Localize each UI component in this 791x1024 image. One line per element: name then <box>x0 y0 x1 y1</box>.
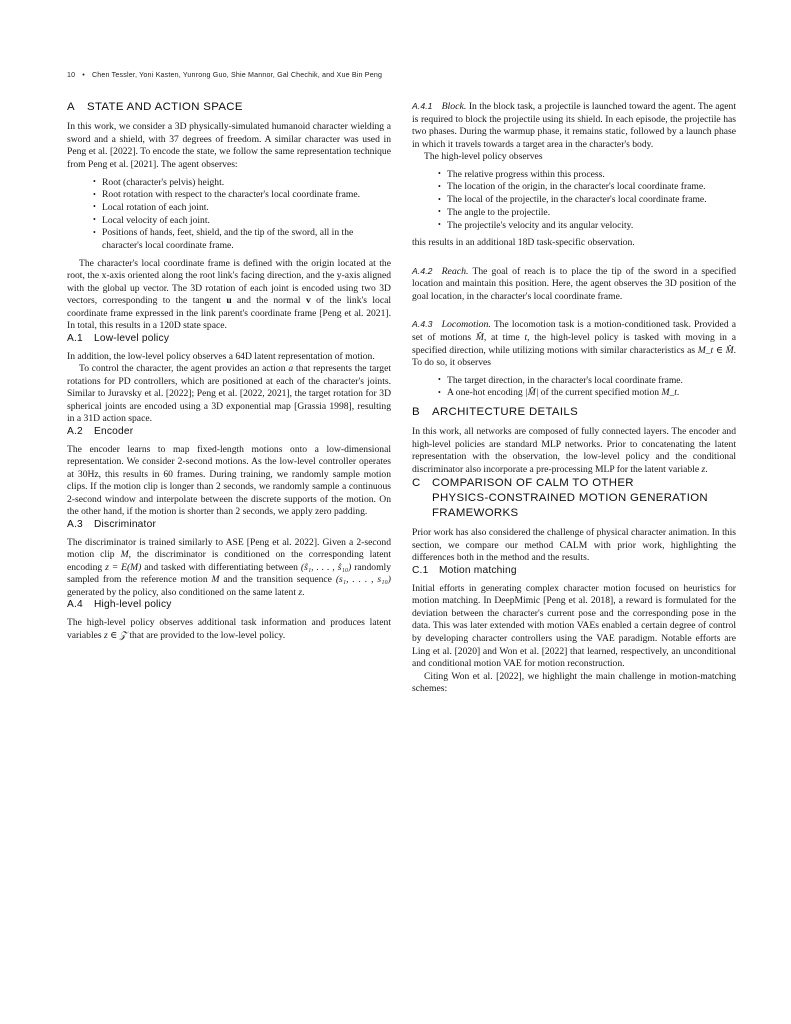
transition-sequence: (s₁, . . . , s₁₀) <box>335 574 391 586</box>
a3-p1-part-1: The discriminator is trained similarly to ASE [Peng et al. 2022]. Given a 2-second motion clip <box>67 536 391 561</box>
section-a4-title: High-level policy <box>94 599 172 611</box>
motion-membership-expression: M_t ∈ M̂ <box>697 344 734 356</box>
section-b-title: ARCHITECTURE DETAILS <box>432 405 579 418</box>
section-a2-title: Encoder <box>94 425 134 437</box>
time-variable-t: t <box>524 331 528 343</box>
right-column <box>412 100 736 696</box>
heading-section-a <box>67 100 391 115</box>
paragraph-2-part-1: The character's local coordinate frame is defined with the origin located at the root, the x-axis oriented along the root link's facing direction, and the y-axis aligned with the global up vector. The 3D rotation of each joint is encoded using two 3D vectors, corresponding to the tangent <box>67 257 391 307</box>
section-a1-paragraph-1: In addition, the low-level policy observes a 64D latent representation of motion. <box>67 350 375 362</box>
section-c1-paragraph-1: Initial efforts in generating complex character motion focused on heuristics for motion matching. In DeepMimic [Peng et al. 2018], a reward is formulated for the deviation between the character's current pose and the corresponding pose in the data. This was later extended with motion VAEs enabled a certain degree of control by developing character controllers using the VAE paradigm. Notable efforts are Ling et al. [2020] and Won et al. [2022] that learned, respectively, an unconditional and conditional motion VAE for motion reconstruction. <box>412 582 736 670</box>
a4-p1-part-1: The high-level policy observes additional task information and produces latent variables <box>67 617 391 641</box>
list-item: • Positions of hands, feet, shield, and the tip of the sword, all in the character's local coordinate frame. <box>93 227 391 252</box>
section-a1-title: Low-level policy <box>94 332 170 344</box>
paragraph-2-part-2: and the normal <box>231 295 306 307</box>
section-a-paragraph-1: In this work, we consider a 3D physically-simulated humanoid character wielding a sword and a shield, with 37 degrees of freedom. A similar character was used in Peng et al. [2022]. To encode the state, we follow the same representation technique from Peng et al. [2021]. The agent observes: <box>67 121 391 170</box>
a43-bullet2-part-1: A one-hot encoding <box>447 387 526 399</box>
section-a2-paragraph-1: The encoder learns to map fixed-length motions onto a low-dimensional representation. We consider 2-second motions. As the low-level controller operates at 30Hz, this results in 60 frames. During training, we randomly sample motion clips. If the motion clip is longer than 2 seconds, we randomly sample a continuous 2-second window and interpolate between the discrete supports of the motion. On the other hand, if the motion is shorter than 2 seconds, we apply zero padding. <box>67 443 391 518</box>
section-a43-title: Locomotion. <box>441 319 491 331</box>
a43-part-2: , at time <box>483 331 525 343</box>
section-a2-label: A.2 <box>67 425 83 437</box>
heading-section-a4 <box>67 599 391 612</box>
section-c-label: C <box>412 477 421 490</box>
sampled-states-hat: (ŝ₁, . . . , ŝ₁₀) <box>300 561 352 573</box>
section-a43-observation-list <box>412 375 736 400</box>
b-p1-part-2: . <box>705 463 708 475</box>
heading-section-b <box>412 405 736 420</box>
a1-p2-part-2: that represents the target rotations for PD controllers, which are positioned at each of the character's joints. Similar to Juravsky et al. [2022]; Peng et al. [2022, 2021], the target rotation for 3D spherical joints are encoded using a 3D exponential map [Grassia 1998], resulting in a 31D action space. <box>67 363 391 425</box>
action-variable-a: a <box>288 363 294 375</box>
section-a3-label: A.3 <box>67 518 83 530</box>
latent-encoding-expression: z = E(M) <box>105 561 142 573</box>
section-a-observation-list <box>67 177 391 253</box>
a43-part-1: The locomotion task is a motion-conditioned task. Provided a set of motions <box>412 319 736 343</box>
latent-space-membership: z ∈ 𝒵 <box>104 629 127 641</box>
left-column <box>67 100 391 642</box>
heading-section-a2 <box>67 426 391 439</box>
a43-part-4: . To do so, it observes <box>412 344 736 369</box>
motion-set-Mhat: M̂ <box>475 331 484 343</box>
a3-p1-part-2: , the discriminator is conditioned on the corresponding latent encoding <box>67 549 391 573</box>
list-item: • Local velocity of each joint. <box>93 215 391 228</box>
latent-z: z <box>298 586 303 598</box>
section-a41-observation-list <box>412 169 736 232</box>
list-item: • The relative progress within this process. <box>438 169 736 182</box>
section-a41-number: A.4.1 <box>412 101 433 111</box>
section-c-title-line-1: COMPARISON OF CALM TO OTHER <box>432 477 634 490</box>
list-item: • Local rotation of each joint. <box>93 202 391 215</box>
section-a43-paragraph-1 <box>412 318 736 369</box>
running-header <box>67 71 727 79</box>
heading-section-c <box>412 476 736 520</box>
reference-motion-Mcal: M <box>211 574 220 586</box>
section-a41-title: Block. <box>441 101 467 112</box>
vector-u: u <box>226 295 232 307</box>
section-a1-paragraph-2 <box>67 363 391 426</box>
a3-p1-part-3: and tasked with differentiating between <box>141 561 301 573</box>
section-a42-title: Reach. <box>441 265 469 277</box>
section-a1-label: A.1 <box>67 332 83 344</box>
one-hot-cardinality: |M̂| <box>525 387 539 399</box>
section-c1-paragraph-2: Citing Won et al. [2022], we highlight the main challenge in motion-matching schemes: <box>412 670 736 695</box>
two-column-body <box>0 100 791 980</box>
a4-p1-part-2: that are provided to the low-level policy. <box>126 629 286 641</box>
list-item: • The local of the projectile, in the character's local coordinate frame. <box>438 194 736 207</box>
list-item: • The projectile's velocity and its angular velocity. <box>438 220 736 233</box>
section-c-title-line-2: PHYSICS-CONSTRAINED MOTION GENERATION <box>432 492 709 505</box>
heading-section-c1 <box>412 565 736 578</box>
vector-v: v <box>305 295 311 307</box>
section-a42-paragraph-1 <box>412 265 736 304</box>
list-item: • Root rotation with respect to the character's local coordinate frame. <box>93 189 391 202</box>
list-item <box>438 387 736 400</box>
section-a42-number: A.4.2 <box>412 265 433 276</box>
section-a4-paragraph-1 <box>67 617 391 642</box>
header-separator: • <box>82 71 85 79</box>
paragraph-2-part-3: of the link's local coordinate frame expressed in the link parent's coordinate frame [Peng et al. 2021]. In total, this results in a 120D state space. <box>67 295 391 332</box>
header-authors: Chen Tessler, Yoni Kasten, Yunrong Guo, Shie Mannor, Gal Chechik, and Xue Bin Peng <box>91 71 383 79</box>
a1-p2-part-1: To control the character, the agent provides an action <box>79 363 289 375</box>
list-item: • The location of the origin, in the character's local coordinate frame. <box>438 181 736 194</box>
a43-bullet2-part-3: . <box>676 387 680 399</box>
section-a41-paragraph-2: The high-level policy observes <box>424 151 543 163</box>
a3-p1-part-6: generated by the policy, also conditioned on the same latent <box>67 586 299 598</box>
latent-variable-z: z <box>701 463 706 475</box>
a43-bullet2-part-2: of the current specified motion <box>538 387 662 399</box>
b-p1-part-1: In this work, all networks are composed of fully connected layers. The encoder and high-level policies are standard MLP networks. Prior to concatenating the latent representation with the observation, the low-level policy and the conditional discriminator also incorporate a pre-processing MLP for the latent variable <box>412 426 736 475</box>
section-c1-label: C.1 <box>412 565 429 577</box>
heading-section-a1 <box>67 333 391 346</box>
section-a-title: STATE AND ACTION SPACE <box>87 101 243 113</box>
a41-body: In the block task, a projectile is launched toward the agent. The agent is required to block the projectile using its shield. In each episode, the projectile has two phases. During the warmup phase, it remains static, followed by a launch phase in which it travels towards a target area in the character's body. <box>412 101 736 150</box>
section-a3-paragraph-1 <box>67 537 391 600</box>
section-a3-title: Discriminator <box>94 518 157 530</box>
heading-section-a3 <box>67 519 391 532</box>
section-c1-title: Motion matching <box>439 565 517 577</box>
a42-body: The goal of reach is to place the tip of the sword in a specified location and maintain this position. Here, the agent observes the 3D position of the goal location, in the character's local coordinate frame. <box>412 265 736 302</box>
a3-p1-part-4: randomly sampled from the reference motion <box>67 561 391 586</box>
page-folio: 10 <box>67 71 76 79</box>
a43-part-3: , the high-level policy is tasked with moving in a specified direction, while utilizing motions with similar characteristics as <box>412 331 736 356</box>
section-a41-paragraph-1 <box>412 100 736 151</box>
motion-clip-M: M <box>120 549 129 561</box>
section-c-title <box>432 476 724 520</box>
a3-p1-part-5: and the transition sequence <box>219 574 336 586</box>
section-a4-label: A.4 <box>67 599 83 611</box>
section-a-label: A <box>67 101 75 113</box>
section-a-paragraph-2 <box>67 258 391 333</box>
a3-p1-part-7: . <box>302 586 305 598</box>
section-c-paragraph-1: Prior work has also considered the challenge of physical character animation. In this section, we compare our method CALM with prior work, highlighting the differences both in the method and the results. <box>412 527 736 564</box>
section-b-paragraph-1 <box>412 426 736 476</box>
list-item: • The target direction, in the character's local coordinate frame. <box>438 375 736 388</box>
current-motion-Mt: M_t <box>661 387 677 399</box>
section-b-label: B <box>412 405 420 418</box>
section-a41-paragraph-3: this results in an additional 18D task-specific observation. <box>412 237 635 249</box>
section-a43-number: A.4.3 <box>412 319 433 330</box>
list-item: • Root (character's pelvis) height. <box>93 177 391 190</box>
list-item: • The angle to the projectile. <box>438 207 736 220</box>
section-c-title-line-3: FRAMEWORKS <box>432 507 519 520</box>
